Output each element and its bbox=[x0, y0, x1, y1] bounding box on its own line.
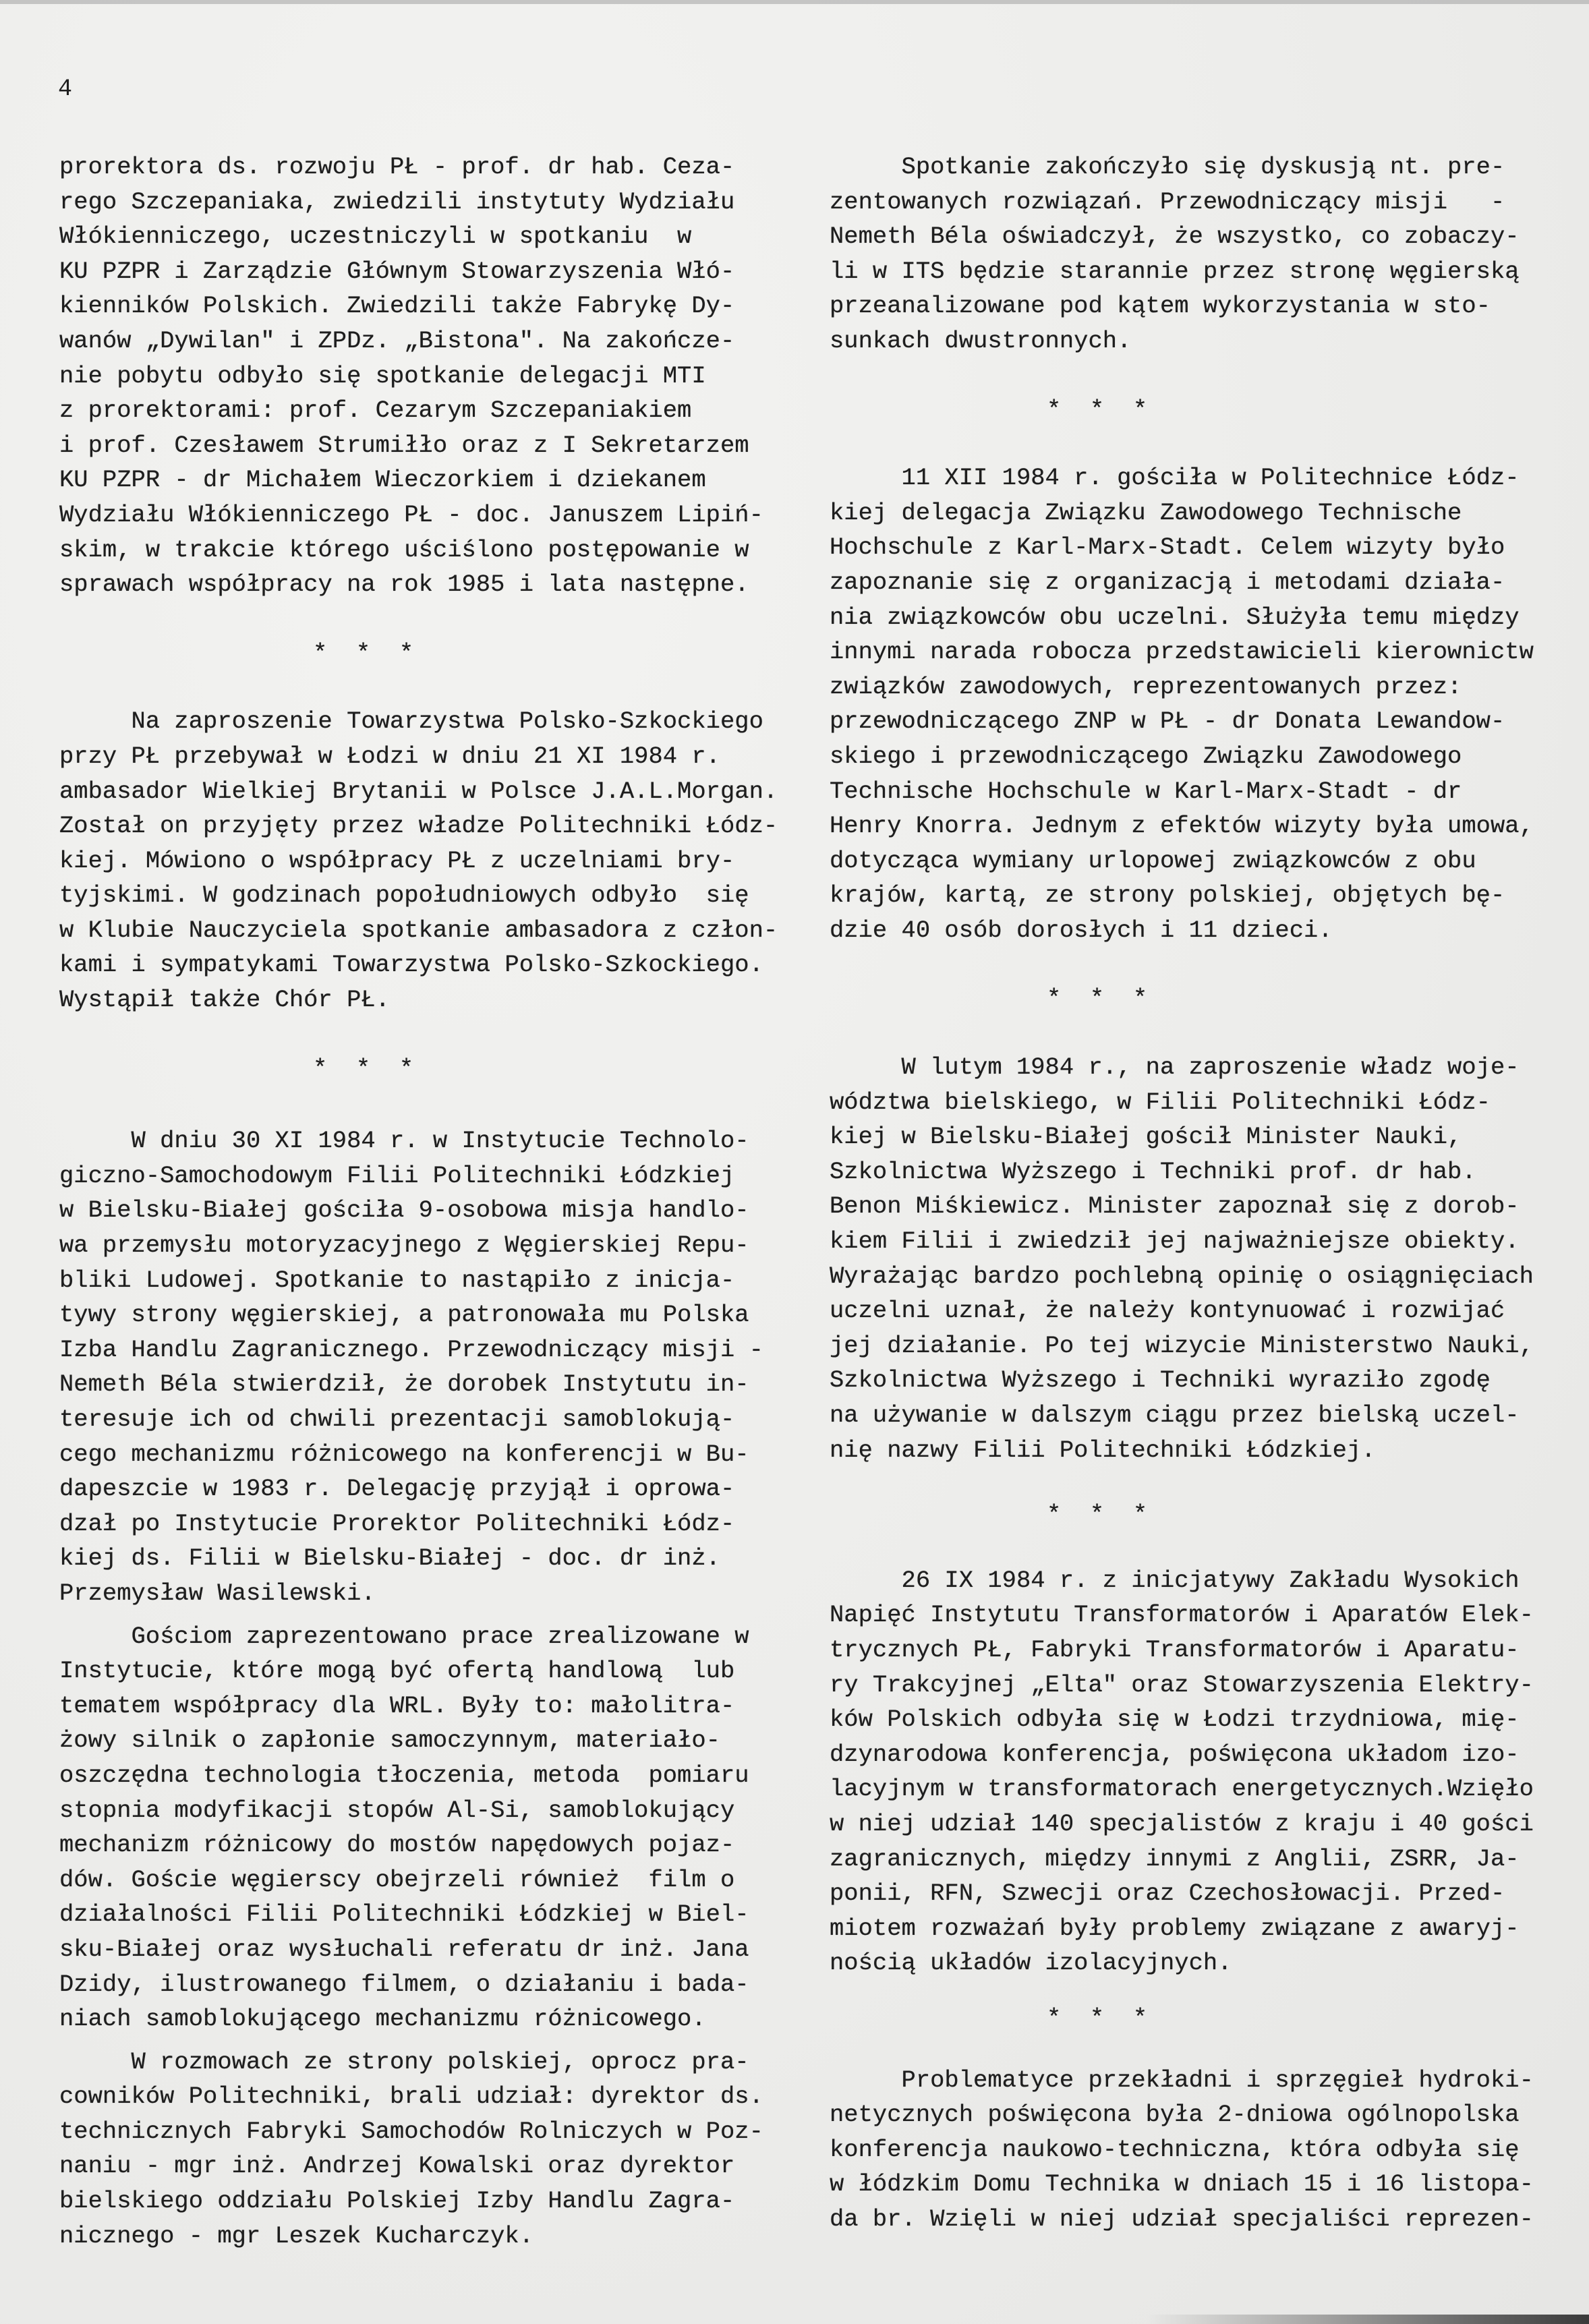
text-line: zagranicznych, między innymi z Anglii, ZSRR, Ja- bbox=[830, 1844, 1520, 1873]
text-line: przewodniczącego ZNP w PŁ - dr Donata Lewandow- bbox=[830, 707, 1505, 736]
text-line: KU PZPR - dr Michałem Wieczorkiem i dziekanem bbox=[59, 466, 706, 494]
text-line: innymi narada robocza przedstawicieli kierownictw bbox=[830, 638, 1534, 666]
text-line: cowników Politechniki, brali udział: dyrektor ds. bbox=[59, 2083, 763, 2111]
text-line: tematem współpracy dla WRL. Były to: małolitra- bbox=[59, 1691, 735, 1720]
text-line: li w ITS będzie starannie przez stronę węgierską bbox=[830, 257, 1520, 285]
text-line: Nemeth Béla stwierdził, że dorobek Instytutu in- bbox=[59, 1370, 749, 1399]
text-line: giczno-Samochodowym Filii Politechniki Łódzkiej bbox=[59, 1161, 735, 1190]
block-spacer bbox=[830, 1016, 1578, 1050]
text-line: mechanizm różnicowy do mostów napędowych pojaz- bbox=[59, 1831, 735, 1859]
section-separator: * * * bbox=[1047, 395, 1148, 424]
text-line: skiego i przewodniczącego Związku Zawodowego bbox=[830, 742, 1462, 770]
text-line: Na zaproszenie Towarzystwa Polsko-Szkockiego bbox=[59, 707, 763, 736]
text-line: dapeszcie w 1983 r. Delegację przyjął i oprowa- bbox=[59, 1475, 735, 1503]
text-line: technicznych Fabryki Samochodów Rolniczych w Poz- bbox=[59, 2117, 763, 2145]
text-line: Szkolnictwa Wyższego i Techniki wyraziło zgodę bbox=[830, 1366, 1491, 1395]
text-line: ków Polskich odbyła się w Łodzi trzydniowa, mię- bbox=[830, 1706, 1520, 1734]
paragraph bbox=[59, 2045, 801, 2254]
text-line: kienników Polskich. Zwiedzili także Fabrykę Dy- bbox=[59, 292, 735, 320]
text-line: zapoznanie się z organizacją i metodami działa- bbox=[830, 568, 1505, 596]
text-line: Nemeth Béla oświadczył, że wszystko, co zobaczy- bbox=[830, 223, 1520, 251]
paragraph bbox=[830, 150, 1578, 359]
text-line: nię nazwy Filii Politechniki Łódzkiej. bbox=[830, 1436, 1376, 1464]
text-line: Problematyce przekładni i sprzęgieł hydroki- bbox=[830, 2066, 1534, 2094]
text-line: związków zawodowych, reprezentowanych przez: bbox=[830, 672, 1462, 701]
text-line: kiej delegacja Związku Zawodowego Technische bbox=[830, 498, 1462, 527]
paragraph bbox=[59, 150, 801, 602]
text-line: nicznego - mgr Leszek Kucharczyk. bbox=[59, 2221, 534, 2250]
text-line: Instytucie, które mogą być ofertą handlową lub bbox=[59, 1657, 735, 1685]
text-line: bliki Ludowej. Spotkanie to nastąpiło z inicja- bbox=[59, 1266, 735, 1294]
block-spacer bbox=[830, 1532, 1578, 1563]
text-line: Gościom zaprezentowano prace zrealizowane w bbox=[59, 1622, 749, 1650]
section-separator: * * * bbox=[1047, 985, 1148, 1013]
right-column bbox=[830, 150, 1578, 2236]
text-line: KU PZPR i Zarządzie Głównym Stowarzyszenia Włó- bbox=[59, 257, 735, 285]
block-spacer bbox=[830, 427, 1578, 461]
block-spacer bbox=[830, 2036, 1578, 2063]
text-line: naniu - mgr inż. Andrzej Kowalski oraz dyrektor bbox=[59, 2152, 735, 2180]
text-line: Henry Knorra. Jednym z efektów wizyty była umowa, bbox=[830, 812, 1534, 840]
paragraph bbox=[830, 1563, 1578, 1981]
text-line: wa przemysłu motoryzacyjnego z Węgierskiej Repu- bbox=[59, 1231, 749, 1260]
text-line: nie pobytu odbyło się spotkanie delegacji MTI bbox=[59, 361, 706, 390]
text-line: ambasador Wielkiej Brytanii w Polsce J.A.L.Morgan. bbox=[59, 777, 778, 805]
text-line: Przemysław Wasilewski. bbox=[59, 1579, 376, 1607]
text-line: działalności Filii Politechniki Łódzkiej w Biel- bbox=[59, 1900, 749, 1929]
text-line: Dzidy, ilustrowanego filmem, o działaniu i bada- bbox=[59, 1970, 749, 1998]
text-line: kiem Filii i zwiedził jej najważniejsze obiekty. bbox=[830, 1227, 1520, 1256]
block-spacer bbox=[59, 670, 801, 704]
text-line: sku-Białej oraz wysłuchali referatu dr inż. Jana bbox=[59, 1935, 749, 1963]
text-line: teresuje ich od chwili prezentacji samoblokują- bbox=[59, 1405, 735, 1433]
text-line: W rozmowach ze strony polskiej, oprocz pra- bbox=[59, 2047, 749, 2076]
text-line: dzynarodowa konferencja, poświęcona układom izo- bbox=[830, 1740, 1520, 1768]
text-line: Technische Hochschule w Karl-Marx-Stadt - dr bbox=[830, 777, 1462, 805]
text-line: 26 IX 1984 r. z inicjatywy Zakładu Wysokich bbox=[830, 1566, 1520, 1594]
text-line: sprawach współpracy na rok 1985 i lata następne. bbox=[59, 571, 749, 599]
text-line: Szkolnictwa Wyższego i Techniki prof. dr hab. bbox=[830, 1157, 1476, 1186]
text-line: przeanalizowane pod kątem wykorzystania w sto- bbox=[830, 292, 1491, 320]
text-line: kiej w Bielsku-Białej gościł Minister Nauki, bbox=[830, 1123, 1462, 1151]
text-line: żowy silnik o zapłonie samoczynnym, materiało- bbox=[59, 1726, 720, 1755]
text-line: netycznych poświęcona była 2-dniowa ogólnopolska bbox=[830, 2101, 1520, 2129]
text-line: dzie 40 osób dorosłych i 11 dzieci. bbox=[830, 916, 1333, 944]
text-line: Izba Handlu Zagranicznego. Przewodniczący misji - bbox=[59, 1335, 763, 1364]
text-line: wództwa bielskiego, w Filii Politechniki Łódz- bbox=[830, 1088, 1491, 1116]
text-line: W lutym 1984 r., na zaproszenie władz woje- bbox=[830, 1053, 1520, 1082]
block-spacer bbox=[830, 1981, 1578, 2001]
paragraph bbox=[59, 704, 801, 1017]
text-line: niach samoblokującego mechanizmu różnicowego. bbox=[59, 2005, 706, 2033]
text-line: Wydziału Włókienniczego PŁ - doc. Januszem Lipiń- bbox=[59, 500, 763, 529]
text-line: ponii, RFN, Szwecji oraz Czechosłowacji. Przed- bbox=[830, 1880, 1505, 1908]
section-separator: * * * bbox=[313, 1054, 414, 1082]
text-line: kiej ds. Filii w Bielsku-Białej - doc. dr inż. bbox=[59, 1544, 720, 1573]
text-line: lacyjnym w transformatorach energetycznych.Wzięło bbox=[830, 1775, 1534, 1803]
text-line: Napięć Instytutu Transformatorów i Aparatów Elek- bbox=[830, 1601, 1534, 1629]
scan-edge-top bbox=[0, 0, 1589, 4]
text-line: kiej. Mówiono o współpracy PŁ z uczelniami bry- bbox=[59, 846, 735, 875]
text-line: dotycząca wymiany urlopowej związkowców z obu bbox=[830, 846, 1476, 875]
block-spacer bbox=[59, 602, 801, 636]
block-spacer bbox=[59, 1086, 801, 1124]
section-separator: * * * bbox=[313, 639, 414, 667]
text-line: W dniu 30 XI 1984 r. w Instytucie Technolo- bbox=[59, 1127, 749, 1155]
text-line: oszczędna technologia tłoczenia, metoda pomiaru bbox=[59, 1761, 749, 1789]
text-line: Wystąpił także Chór PŁ. bbox=[59, 986, 390, 1014]
text-line: w Klubie Nauczyciela spotkanie ambasadora z człon- bbox=[59, 916, 778, 944]
paragraph bbox=[830, 461, 1578, 948]
text-line: Włókienniczego, uczestniczyli w spotkaniu w bbox=[59, 223, 692, 251]
block-spacer bbox=[59, 1611, 801, 1619]
section-separator: * * * bbox=[1047, 1501, 1148, 1529]
text-line: w łódzkim Domu Technika w dniach 15 i 16 listopa- bbox=[830, 2170, 1534, 2199]
text-line: nością układów izolacyjnych. bbox=[830, 1949, 1232, 1977]
text-line: bielskiego oddziału Polskiej Izby Handlu Zagra- bbox=[59, 2187, 735, 2215]
text-line: Hochschule z Karl-Marx-Stadt. Celem wizyty było bbox=[830, 533, 1505, 562]
page-number: 4 bbox=[58, 76, 73, 103]
text-line: Wyrażając bardzo pochlebną opinię o osiągnięciach bbox=[830, 1262, 1534, 1290]
text-line: Został on przyjęty przez władze Politechniki Łódz- bbox=[59, 812, 778, 840]
paragraph bbox=[830, 1050, 1578, 1468]
text-line: Spotkanie zakończyło się dyskusją nt. pre- bbox=[830, 153, 1505, 181]
text-line: tywy strony węgierskiej, a patronowała mu Polska bbox=[59, 1301, 749, 1329]
text-line: jej działanie. Po tej wizycie Ministerstwo Nauki, bbox=[830, 1331, 1534, 1360]
text-line: sunkach dwustronnych. bbox=[830, 326, 1132, 355]
left-column bbox=[59, 150, 801, 2253]
text-line: wanów „Dywilan" i ZPDz. „Bistona". Na zakończe- bbox=[59, 326, 735, 355]
text-line: rego Szczepaniaka, zwiedzili instytuty Wydziału bbox=[59, 187, 735, 216]
block-spacer bbox=[830, 359, 1578, 393]
scan-edge-bottom bbox=[1147, 2315, 1589, 2324]
text-line: miotem rozważań były problemy związane z awaryj- bbox=[830, 1914, 1520, 1942]
text-line: w Bielsku-Białej gościła 9-osobowa misja handlo- bbox=[59, 1196, 749, 1225]
paragraph bbox=[59, 1619, 801, 2037]
text-line: kami i sympatykami Towarzystwa Polsko-Szkockiego. bbox=[59, 951, 763, 979]
text-line: tyjskimi. W godzinach popołudniowych odbyło się bbox=[59, 881, 749, 910]
text-line: skim, w trakcie którego uściślono postępowanie w bbox=[59, 535, 749, 564]
block-spacer bbox=[59, 2037, 801, 2045]
text-line: trycznych PŁ, Fabryki Transformatorów i Aparatu- bbox=[830, 1635, 1520, 1664]
text-line: zentowanych rozwiązań. Przewodniczący misji - bbox=[830, 187, 1505, 216]
paragraph bbox=[830, 2063, 1578, 2237]
text-line: stopnia modyfikacji stopów Al-Si, samoblokujący bbox=[59, 1796, 735, 1824]
text-line: 11 XII 1984 r. gościła w Politechnice Łódz- bbox=[830, 464, 1520, 492]
paragraph bbox=[59, 1124, 801, 1610]
text-line: i prof. Czesławem Strumiłło oraz z I Sekretarzem bbox=[59, 431, 749, 459]
text-line: uczelni uznał, że należy kontynuować i rozwijać bbox=[830, 1297, 1505, 1325]
text-line: prorektora ds. rozwoju PŁ - prof. dr hab. Ceza- bbox=[59, 153, 735, 181]
text-line: konferencja naukowo-techniczna, która odbyła się bbox=[830, 2135, 1520, 2163]
text-line: przy PŁ przebywał w Łodzi w dniu 21 XI 1984 r. bbox=[59, 742, 720, 770]
text-line: w niej udział 140 specjalistów z kraju i 40 gości bbox=[830, 1809, 1534, 1838]
text-line: da br. Wzięli w niej udział specjaliści reprezen- bbox=[830, 2205, 1534, 2233]
text-line: na używanie w dalszym ciągu przez bielską uczel- bbox=[830, 1401, 1520, 1429]
text-line: nia związkowców obu uczelni. Służyła temu między bbox=[830, 603, 1520, 631]
section-separator: * * * bbox=[1047, 2004, 1148, 2032]
text-line: Benon Miśkiewicz. Minister zapoznał się z dorob- bbox=[830, 1192, 1520, 1221]
text-line: krajów, kartą, ze strony polskiej, objętych bę- bbox=[830, 881, 1505, 910]
block-spacer bbox=[830, 1468, 1578, 1497]
text-line: ry Trakcyjnej „Elta" oraz Stowarzyszenia Elektry- bbox=[830, 1671, 1534, 1699]
text-line: dzał po Instytucie Prorektor Politechniki Łódz- bbox=[59, 1509, 735, 1538]
block-spacer bbox=[59, 1018, 801, 1051]
block-spacer bbox=[830, 948, 1578, 981]
text-line: z prorektorami: prof. Cezarym Szczepaniakiem bbox=[59, 397, 692, 425]
text-line: dów. Goście węgierscy obejrzeli również film o bbox=[59, 1865, 735, 1894]
text-line: cego mechanizmu różnicowego na konferencji w Bu- bbox=[59, 1440, 749, 1468]
